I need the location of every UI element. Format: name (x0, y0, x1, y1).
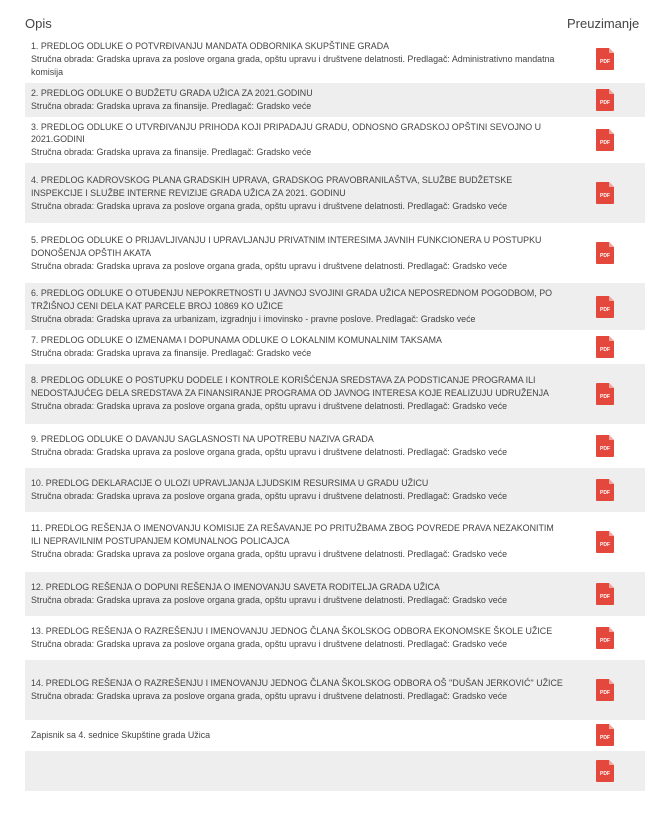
pdf-download-icon[interactable] (596, 48, 614, 70)
pdf-download-icon[interactable] (596, 182, 614, 204)
item-title: 5. PREDLOG ODLUKE O PRIJAVLJIVANJU I UPRAVLJANJU PRIVATNIM INTERESIMA JAVNIH FUNKCIONERA U POSTUPKU DONOŠENJA OPŠTIH AKATA (31, 234, 542, 258)
pdf-download-icon[interactable] (596, 760, 614, 782)
list-item (25, 572, 645, 616)
item-title: 2. PREDLOG ODLUKE O BUDŽETU GRADA UŽICA ZA 2021.GODINU (31, 87, 313, 98)
pdf-download-icon[interactable] (596, 435, 614, 457)
list-item (25, 364, 645, 424)
pdf-download-icon[interactable] (596, 679, 614, 701)
item-description (31, 522, 566, 561)
item-description (31, 677, 566, 703)
column-header-opis: Opis (25, 16, 52, 31)
item-details: Stručna obrada: Gradska uprava za poslove organa grada, opštu upravu i društvene delatnosti. Predlagač: Gradsko veće (31, 260, 508, 271)
item-details: Stručna obrada: Gradska uprava za finansije. Predlagač: Gradsko veće (31, 147, 312, 158)
table-header (0, 0, 645, 36)
list-item (25, 468, 645, 512)
item-description (31, 121, 566, 160)
pdf-download-icon[interactable] (596, 336, 614, 358)
pdf-download-icon[interactable] (596, 479, 614, 501)
list-item (25, 616, 645, 660)
item-details: Stručna obrada: Gradska uprava za finansije. Predlagač: Gradsko veće (31, 347, 312, 358)
item-title: 13. PREDLOG REŠENJA O RAZREŠENJU I IMENOVANJU JEDNOG ČLANA ŠKOLSKOG ODBORA EKONOMSKE ŠKOLE UŽICE (31, 625, 553, 636)
list-item (25, 283, 645, 330)
item-title: 7. PREDLOG ODLUKE O IZMENAMA I DOPUNAMA ODLUKE O LOKALNIM KOMUNALNIM TAKSAMA (31, 334, 442, 345)
list-item (25, 83, 645, 117)
list-item (25, 163, 645, 223)
column-header-preuzimanje: Preuzimanje (567, 16, 640, 31)
item-description (31, 87, 566, 113)
pdf-label: PDF (600, 489, 610, 496)
item-description (31, 174, 566, 213)
item-details: Stručna obrada: Gradska uprava za poslove organa grada, opštu upravu i društvene delatnosti. Predlagač: Gradsko veće (31, 446, 508, 457)
item-details: Stručna obrada: Gradska uprava za poslove organa grada, opštu upravu i društvene delatnosti. Predlagač: Gradsko veće (31, 490, 508, 501)
item-details: Stručna obrada: Gradska uprava za poslove organa grada, opštu upravu i društvene delatnosti. Predlagač: Gradsko veće (31, 638, 508, 649)
item-details: Stručna obrada: Gradska uprava za poslove organa grada, opštu upravu i društvene delatnosti. Predlagač: Gradsko veće (31, 401, 508, 412)
item-description (31, 581, 566, 607)
pdf-label: PDF (600, 735, 610, 742)
pdf-label: PDF (600, 689, 610, 696)
item-description (31, 433, 566, 459)
item-description (31, 287, 566, 326)
pdf-label: PDF (600, 193, 610, 200)
pdf-download-icon[interactable] (596, 627, 614, 649)
pdf-download-icon[interactable] (596, 531, 614, 553)
item-description (31, 625, 566, 651)
list-item (25, 36, 645, 83)
pdf-label: PDF (600, 541, 610, 548)
item-description (31, 729, 566, 742)
item-details: Stručna obrada: Gradska uprava za poslove organa grada, opštu upravu i društvene delatnosti. Predlagač: Administrativno mandatna komisija (31, 53, 555, 77)
pdf-label: PDF (600, 593, 610, 600)
document-list (25, 36, 645, 791)
pdf-label: PDF (600, 445, 610, 452)
pdf-label: PDF (600, 306, 610, 313)
item-description (31, 234, 566, 273)
list-item (25, 223, 645, 283)
item-description (31, 40, 566, 79)
pdf-download-icon[interactable] (596, 724, 614, 746)
pdf-label: PDF (600, 346, 610, 353)
list-item (25, 117, 645, 164)
pdf-download-icon[interactable] (596, 89, 614, 111)
pdf-label: PDF (600, 393, 610, 400)
item-details: Stručna obrada: Gradska uprava za poslove organa grada, opštu upravu i društvene delatnosti. Predlagač: Gradsko veće (31, 200, 508, 211)
list-item (25, 660, 645, 720)
item-details: Stručna obrada: Gradska uprava za poslove organa grada, opštu upravu i društvene delatnosti. Predlagač: Gradsko veće (31, 594, 508, 605)
item-title: 9. PREDLOG ODLUKE O DAVANJU SAGLASNOSTI NA UPOTREBU NAZIVA GRADA (31, 433, 374, 444)
item-title: 6. PREDLOG ODLUKE O OTUĐENJU NEPOKRETNOSTI U JAVNOJ SVOJINI GRADA UŽICA NEPOSREDNOM POGODBOM, PO TRŽIŠNOJ CENI DELA KAT PARCELE BROJ 10869 KO UŽICE (31, 288, 553, 312)
item-title: 14. PREDLOG REŠENJA O RAZREŠENJU I IMENOVANJU JEDNOG ČLANA ŠKOLSKOG ODBORA OŠ ''DUŠAN JERKOVIĆ'' UŽICE (31, 677, 563, 688)
list-item (25, 424, 645, 468)
pdf-label: PDF (600, 139, 610, 146)
item-title: 10. PREDLOG DEKLARACIJE O ULOZI UPRAVLJANJA LJUDSKIM RESURSIMA U GRADU UŽICU (31, 477, 429, 488)
list-item (25, 330, 645, 364)
pdf-label: PDF (600, 770, 610, 777)
item-description (31, 477, 566, 503)
pdf-download-icon[interactable] (596, 129, 614, 151)
item-details: Stručna obrada: Gradska uprava za finansije. Predlagač: Gradsko veće (31, 100, 312, 111)
item-description (31, 334, 566, 360)
pdf-label: PDF (600, 253, 610, 260)
list-item (25, 720, 645, 751)
item-title: 4. PREDLOG KADROVSKOG PLANA GRADSKIH UPRAVA, GRADSKOG PRAVOBRANILAŠTVA, SLUŽBE BUDŽETSKE INSPEKCIJE I SLUŽBE INTERNE REVIZIJE GRADA UŽICA ZA 2021. GODINU (31, 174, 513, 198)
pdf-label: PDF (600, 59, 610, 66)
item-title: 11. PREDLOG REŠENJA O IMENOVANJU KOMISIJE ZA REŠAVANJE PO PRITUŽBAMA ZBOG POVREDE PRAVA NEZAKONITIM ILI NEPRAVILNIM POSTUPANJEM KOMUNALNOG POLICAJCA (31, 523, 554, 547)
pdf-label: PDF (600, 637, 610, 644)
pdf-download-icon[interactable] (596, 383, 614, 405)
pdf-download-icon[interactable] (596, 296, 614, 318)
pdf-label: PDF (600, 99, 610, 106)
item-title: 12. PREDLOG REŠENJA O DOPUNI REŠENJA O IMENOVANJU SAVETA RODITELJA GRADA UŽICA (31, 581, 440, 592)
list-item (25, 512, 645, 572)
pdf-download-icon[interactable] (596, 583, 614, 605)
item-details: Stručna obrada: Gradska uprava za poslove organa grada, opštu upravu i društvene delatnosti. Predlagač: Gradsko veće (31, 690, 508, 701)
item-title: 3. PREDLOG ODLUKE O UTVRĐIVANJU PRIHODA KOJI PRIPADAJU GRADU, ODNOSNO GRADSKOJ OPŠTINI SEVOJNO U 2021.GODINI (31, 121, 542, 145)
pdf-download-icon[interactable] (596, 242, 614, 264)
item-title: 8. PREDLOG ODLUKE O POSTUPKU DODELE I KONTROLE KORIŠĆENJA SREDSTAVA ZA PODSTICANJE PROGRAMA ILI NEDOSTAJUĆEG DELA SREDSTAVA ZA FINANSIRANJE PROGRAMA OD JAVNOG INTERESA KOJE REALIZUJU UDRUŽENJA (31, 375, 549, 399)
item-title: Zapisnik sa 4. sednice Skupštine grada Užica (31, 729, 211, 740)
item-description (31, 374, 566, 413)
item-title: 1. PREDLOG ODLUKE O POTVRĐIVANJU MANDATA ODBORNIKA SKUPŠTINE GRADA (31, 41, 390, 51)
item-details: Stručna obrada: Gradska uprava za poslove organa grada, opštu upravu i društvene delatnosti. Predlagač: Gradsko veće (31, 549, 508, 560)
list-item (25, 751, 645, 791)
item-details: Stručna obrada: Gradska uprava za urbanizam, izgradnju i imovinsko - pravne poslove. Predlagač: Gradsko veće (31, 314, 476, 325)
